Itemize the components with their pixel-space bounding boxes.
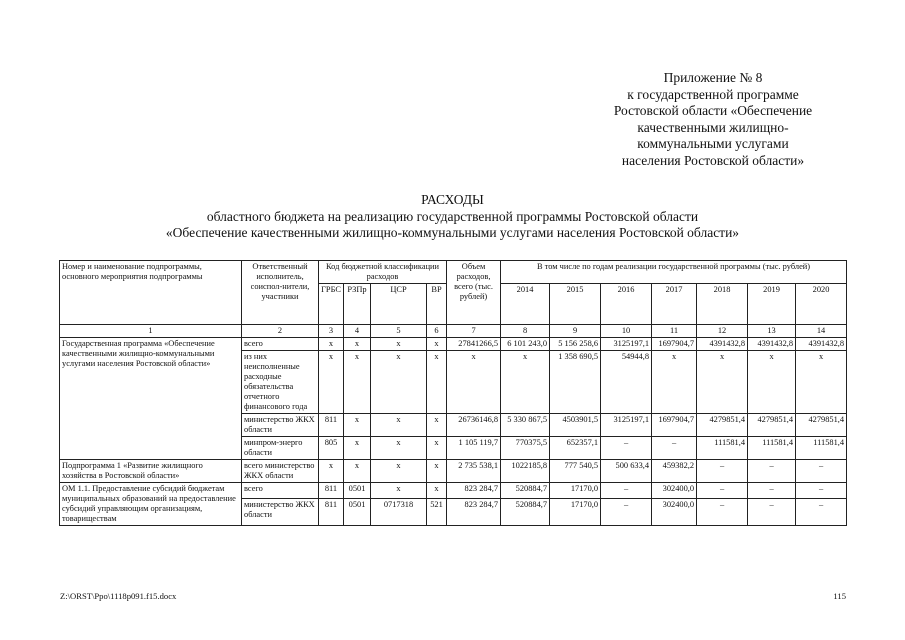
- row-cell: –: [601, 483, 652, 499]
- document-subtitle: «Обеспечение качественными жилищно-коммунальными услугами населения Ростовской области»: [165, 225, 740, 240]
- table-row: [60, 338, 847, 351]
- header-csr: ЦСР: [371, 284, 427, 325]
- column-number: 13: [748, 325, 796, 338]
- header-name: Номер и наименование подпрограммы, основного мероприятия подпрограммы: [60, 261, 242, 325]
- header-responsible: Ответственный исполнитель, соиспол-нители, участники: [242, 261, 319, 325]
- row-responsible: минпром-энерго области: [242, 437, 319, 460]
- header-rzpr: РЗПр: [344, 284, 371, 325]
- row-cell: 17170,0: [550, 483, 601, 499]
- row-cell: 652357,1: [550, 437, 601, 460]
- row-cell: 4503901,5: [550, 414, 601, 437]
- row-cell: –: [697, 498, 748, 525]
- row-cell: 3125197,1: [601, 338, 652, 351]
- row-cell: –: [748, 460, 796, 483]
- row-cell: 1022185,8: [501, 460, 550, 483]
- row-cell: х: [427, 437, 447, 460]
- row-cell: 823 284,7: [447, 483, 501, 499]
- row-cell: х: [371, 437, 427, 460]
- row-cell: 27841266,5: [447, 338, 501, 351]
- appendix-block: [583, 70, 843, 169]
- header-year: 2016: [601, 284, 652, 325]
- row-cell: 520884,7: [501, 483, 550, 499]
- row-cell: 54944,8: [601, 351, 652, 414]
- row-cell: х: [344, 351, 371, 414]
- row-cell: х: [319, 351, 344, 414]
- row-program-name: Подпрограмма 1 «Развитие жилищного хозяйства в Ростовской области»: [60, 460, 242, 483]
- header-year: 2020: [796, 284, 847, 325]
- row-cell: 302400,0: [652, 483, 697, 499]
- document-heading: [0, 192, 905, 242]
- column-number-row: [60, 325, 847, 338]
- table-row: [60, 460, 847, 483]
- row-cell: х: [344, 437, 371, 460]
- row-cell: 1 105 119,7: [447, 437, 501, 460]
- row-cell: х: [447, 351, 501, 414]
- row-cell: х: [319, 460, 344, 483]
- row-cell: –: [601, 498, 652, 525]
- column-number: 6: [427, 325, 447, 338]
- header-year: 2014: [501, 284, 550, 325]
- row-cell: 459382,2: [652, 460, 697, 483]
- row-cell: 2 735 538,1: [447, 460, 501, 483]
- header-year: 2017: [652, 284, 697, 325]
- row-cell: –: [748, 498, 796, 525]
- row-cell: 811: [319, 414, 344, 437]
- page-number: 115: [833, 591, 846, 601]
- row-cell: х: [344, 414, 371, 437]
- column-number: 4: [344, 325, 371, 338]
- column-number: 2: [242, 325, 319, 338]
- row-cell: 1 358 690,5: [550, 351, 601, 414]
- row-cell: –: [697, 460, 748, 483]
- header-year: 2019: [748, 284, 796, 325]
- row-cell: 26736146,8: [447, 414, 501, 437]
- file-path: Z:\ORST\Ppo\1118p091.f15.docx: [60, 591, 177, 601]
- row-responsible: всего: [242, 338, 319, 351]
- row-cell: 4391432,8: [796, 338, 847, 351]
- row-cell: 521: [427, 498, 447, 525]
- row-cell: 1697904,7: [652, 338, 697, 351]
- header-codes-group: Код бюджетной классификации расходов: [319, 261, 447, 284]
- header-vr: ВР: [427, 284, 447, 325]
- row-cell: х: [427, 460, 447, 483]
- appendix-line: Приложение № 8: [663, 70, 763, 85]
- row-cell: х: [344, 338, 371, 351]
- row-responsible: министерство ЖКХ области: [242, 498, 319, 525]
- row-cell: –: [601, 437, 652, 460]
- appendix-line: коммунальными услугами: [637, 136, 789, 151]
- row-cell: 0501: [344, 498, 371, 525]
- row-cell: х: [427, 414, 447, 437]
- row-cell: 0501: [344, 483, 371, 499]
- row-cell: 811: [319, 483, 344, 499]
- row-cell: х: [371, 338, 427, 351]
- row-responsible: из них неисполненные расходные обязательства отчетного финансового года: [242, 351, 319, 414]
- row-cell: 111581,4: [748, 437, 796, 460]
- appendix-line: к государственной программе: [627, 86, 799, 102]
- row-cell: 302400,0: [652, 498, 697, 525]
- column-number: 12: [697, 325, 748, 338]
- header-years-group: В том числе по годам реализации государственной программы (тыс. рублей): [501, 261, 847, 284]
- document-title: РАСХОДЫ: [421, 192, 484, 207]
- row-cell: х: [796, 351, 847, 414]
- row-cell: х: [319, 338, 344, 351]
- header-total: Объем расходов, всего (тыс. рублей): [447, 261, 501, 325]
- row-cell: 3125197,1: [601, 414, 652, 437]
- header-row: [60, 261, 847, 284]
- row-cell: 17170,0: [550, 498, 601, 525]
- row-cell: 6 101 243,0: [501, 338, 550, 351]
- row-cell: х: [427, 483, 447, 499]
- row-cell: 805: [319, 437, 344, 460]
- row-cell: 500 633,4: [601, 460, 652, 483]
- row-cell: х: [427, 351, 447, 414]
- row-cell: –: [697, 483, 748, 499]
- row-cell: 111581,4: [796, 437, 847, 460]
- table-row: [60, 483, 847, 499]
- row-cell: 4391432,8: [697, 338, 748, 351]
- row-cell: 770375,5: [501, 437, 550, 460]
- header-year: 2018: [697, 284, 748, 325]
- header-year: 2015: [550, 284, 601, 325]
- row-cell: 4279851,4: [796, 414, 847, 437]
- column-number: 14: [796, 325, 847, 338]
- appendix-line: населения Ростовской области»: [621, 152, 805, 168]
- row-cell: –: [796, 483, 847, 499]
- row-responsible: министерство ЖКХ области: [242, 414, 319, 437]
- column-number: 1: [60, 325, 242, 338]
- row-cell: х: [427, 338, 447, 351]
- row-cell: 4391432,8: [748, 338, 796, 351]
- row-cell: –: [652, 437, 697, 460]
- row-responsible: всего министерство ЖКХ области: [242, 460, 319, 483]
- row-program-name: ОМ 1.1. Предоставление субсидий бюджетам муниципальных образований на предоставление субсидий управляющим организациям, товариществам: [60, 483, 242, 526]
- column-number: 10: [601, 325, 652, 338]
- appendix-line: качественными жилищно-: [637, 119, 789, 135]
- row-cell: 1697904,7: [652, 414, 697, 437]
- column-number: 7: [447, 325, 501, 338]
- row-cell: х: [371, 414, 427, 437]
- row-cell: 777 540,5: [550, 460, 601, 483]
- column-number: 9: [550, 325, 601, 338]
- row-cell: х: [371, 460, 427, 483]
- row-cell: 823 284,7: [447, 498, 501, 525]
- row-cell: 111581,4: [697, 437, 748, 460]
- row-cell: х: [371, 483, 427, 499]
- row-cell: 5 330 867,5: [501, 414, 550, 437]
- row-cell: 520884,7: [501, 498, 550, 525]
- row-cell: х: [501, 351, 550, 414]
- row-program-name: Государственная программа «Обеспечение качественными жилищно-коммунальными услугами населения Ростовской области»: [60, 338, 242, 460]
- column-number: 5: [371, 325, 427, 338]
- column-number: 8: [501, 325, 550, 338]
- row-cell: х: [697, 351, 748, 414]
- header-grbs: ГРБС: [319, 284, 344, 325]
- column-number: 3: [319, 325, 344, 338]
- row-cell: 5 156 258,6: [550, 338, 601, 351]
- row-cell: –: [748, 483, 796, 499]
- row-cell: 0717318: [371, 498, 427, 525]
- column-number: 11: [652, 325, 697, 338]
- row-cell: 4279851,4: [697, 414, 748, 437]
- row-cell: –: [796, 460, 847, 483]
- row-cell: –: [796, 498, 847, 525]
- row-cell: 811: [319, 498, 344, 525]
- document-subtitle: областного бюджета на реализацию государственной программы Ростовской области: [206, 208, 699, 224]
- row-responsible: всего: [242, 483, 319, 499]
- row-cell: 4279851,4: [748, 414, 796, 437]
- row-cell: х: [344, 460, 371, 483]
- appendix-line: Ростовской области «Обеспечение: [613, 103, 813, 118]
- row-cell: х: [748, 351, 796, 414]
- expenses-table: [59, 260, 847, 526]
- row-cell: х: [652, 351, 697, 414]
- row-cell: х: [371, 351, 427, 414]
